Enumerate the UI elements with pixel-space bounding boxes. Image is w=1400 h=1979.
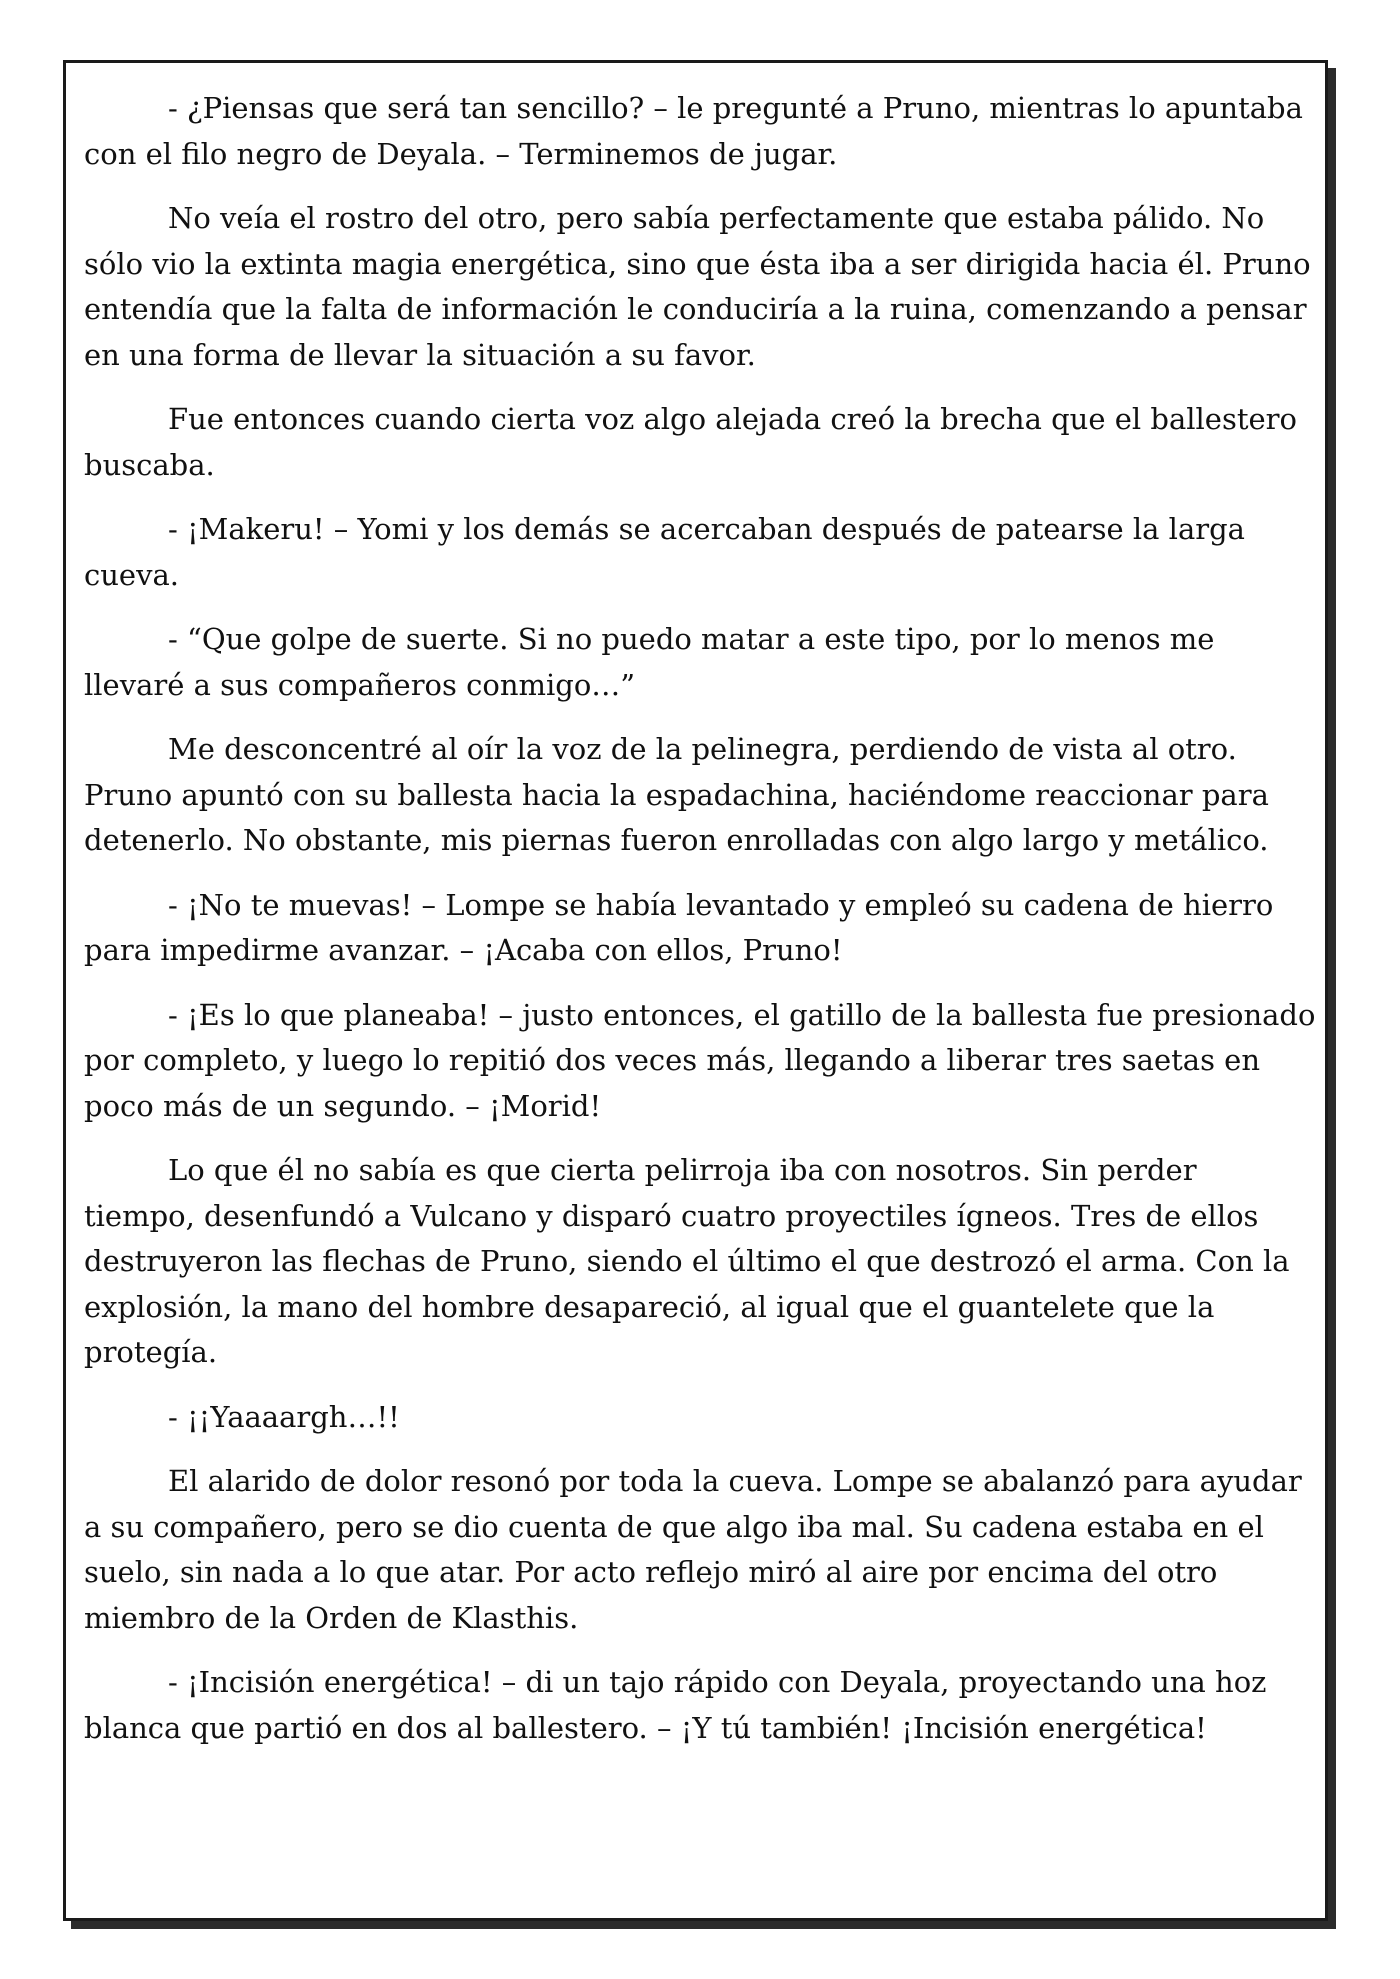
- paragraph: Lo que él no sabía es que cierta pelirroja iba con nosotros. Sin perder tiempo, desenfundó a Vulcano y disparó cuatro proyectiles ígneos. Tres de ellos destruyeron las flechas de Pruno, siendo el último el que destrozó el arma. Con la explosión, la mano del hombre desapareció, al igual que el guantelete que la protegía.: [84, 1153, 1290, 1369]
- story-text: [84, 86, 1316, 1770]
- paragraph: Me desconcentré al oír la voz de la pelinegra, perdiendo de vista al otro. Pruno apuntó con su ballesta hacia la espadachina, haciéndome reaccionar para detenerlo. No obstante, mis piernas fueron enrolladas con algo largo y metálico.: [84, 732, 1269, 857]
- paragraph: El alarido de dolor resonó por toda la cueva. Lompe se abalanzó para ayudar a su compañero, pero se dio cuenta de que algo iba mal. Su cadena estaba en el suelo, sin nada a lo que atar. Por acto reflejo miró al aire por encima del otro miembro de la Orden de Klasthis.: [84, 1464, 1302, 1635]
- paragraph: - ¡Incisión energética! – di un tajo rápido con Deyala, proyectando una hoz blanca que partió en dos al ballestero. – ¡Y tú también! ¡Incisión energética!: [84, 1665, 1267, 1745]
- paragraph: - ¡Makeru! – Yomi y los demás se acercaban después de patearse la larga cueva.: [84, 512, 1245, 592]
- paragraph: - ¡No te muevas! – Lompe se había levantado y empleó su cadena de hierro para impedirme avanzar. – ¡Acaba con ellos, Pruno!: [84, 887, 1274, 967]
- paragraph: - ¿Piensas que será tan sencillo? – le pregunté a Pruno, mientras lo apuntaba con el filo negro de Deyala. – Terminemos de jugar.: [84, 91, 1303, 171]
- paragraph: Fue entonces cuando cierta voz algo alejada creó la brecha que el ballestero buscaba.: [84, 402, 1297, 482]
- paragraph: - “Que golpe de suerte. Si no puedo matar a este tipo, por lo menos me llevaré a sus compañeros conmigo…”: [84, 622, 1215, 702]
- paragraph: - ¡¡Yaaaargh…!!: [168, 1399, 400, 1434]
- paragraph: No veía el rostro del otro, pero sabía perfectamente que estaba pálido. No sólo vio la extinta magia energética, sino que ésta iba a ser dirigida hacia él. Pruno entendía que la falta de información le conduciría a la ruina, comenzando a pensar en una forma de llevar la situación a su favor.: [84, 201, 1311, 372]
- paragraph: - ¡Es lo que planeaba! – justo entonces, el gatillo de la ballesta fue presionado por completo, y luego lo repitió dos veces más, llegando a liberar tres saetas en poco más de un segundo. – ¡Morid!: [84, 997, 1316, 1123]
